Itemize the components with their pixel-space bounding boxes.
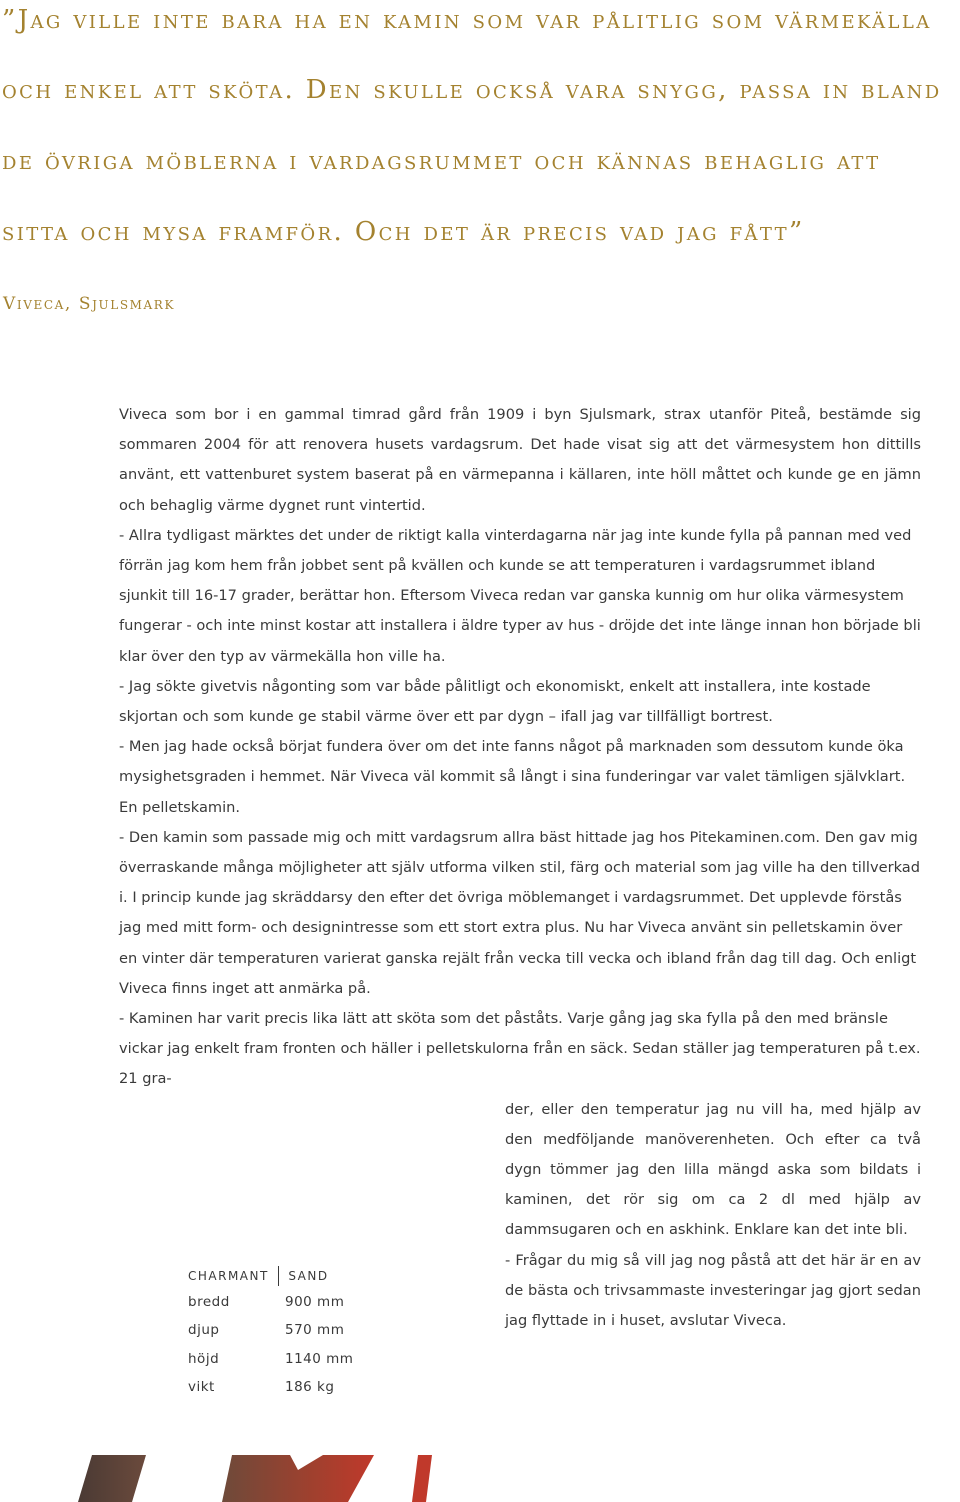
- spec-color: SAND: [288, 1269, 329, 1283]
- paragraph: Viveca som bor i en gammal timrad gård från 1909 i byn Sjulsmark, strax utanför Piteå, bestämde sig sommaren 2004 för att renovera husets vardagsrum. Det hade visat sig att det värmesystem hon dittills använt, ett vattenburet system baserat på en värmepanna i källaren, inte höll måttet och kunde ge en jämn och behaglig värme dygnet runt vintertid.: [119, 406, 921, 514]
- spec-value: 570 mm: [285, 1322, 345, 1339]
- paragraph: - Allra tydligast märktes det under de riktigt kalla vinterdagarna när jag inte kunde fylla på pannan med ved förrän jag kom hem från jobbet sent på kvällen och kunde se att temperaturen i vardagsrummet ibland sjunkit till 16-17 grader, berättar hon. Eftersom Viveca redan var ganska kunnig om hur olika värmesystem fungerar - och inte minst kostar att installera i äldre typer av hus - dröjde det inte länge innan hon började bli klar över den typ av värmekälla hon ville ha.: [119, 526, 921, 665]
- spec-model: CHARMANT: [188, 1269, 269, 1283]
- logo-bar-right: [412, 1455, 432, 1502]
- quote-author: Viveca, Sjulsmark: [3, 294, 176, 314]
- quote-line: de övriga möblerna i vardagsrummet och kännas behaglig att: [2, 146, 881, 176]
- paragraph: - Kaminen har varit precis lika lätt att sköta som det påståts. Varje gång jag ska fylla på den med bränsle vickar jag enkelt fram fronten och häller i pelletskulorna från en säck. Sedan ställer jag temperaturen på t.ex. 21 gra-: [119, 1010, 921, 1088]
- paragraph: - Jag sökte givetvis någonting som var både pålitligt och ekonomiskt, enkelt att installera, inte kostade skjortan och som kunde ge stabil värme över ett par dygn – ifall jag var tillfälligt bortrest.: [119, 677, 871, 726]
- paragraph: - Frågar du mig så vill jag nog påstå att det här är en av de bästa och trivsammaste investeringar jag gjort sedan jag flyttade in i huset, avslutar Viveca.: [505, 1251, 921, 1330]
- logo-bar-left: [78, 1455, 146, 1502]
- quote-line: ”Jag ville inte bara ha en kamin som var pålitlig som värmekälla: [2, 5, 932, 35]
- spec-divider: [278, 1266, 280, 1286]
- spec-label: vikt: [188, 1379, 215, 1396]
- spec-value: 186 kg: [285, 1379, 335, 1396]
- spec-label: höjd: [188, 1350, 220, 1367]
- spec-table: [188, 1264, 353, 1401]
- spec-header: [188, 1264, 353, 1288]
- spec-row: [188, 1373, 353, 1401]
- paragraph: der, eller den temperatur jag nu vill ha, med hjälp av den medföljande manöverenheten. Och efter ca två dygn tömmer jag den lilla mängd aska som bildats i kaminen, det rör sig om ca 2 dl med hjälp av dammsugaren och en askhink. Enklare kan det inte bli.: [505, 1100, 921, 1239]
- spec-value: 900 mm: [285, 1294, 345, 1311]
- paragraph: - Den kamin som passade mig och mitt vardagsrum allra bäst hittade jag hos Pitekaminen.com. Den gav mig överraskande många möjligheter att själv utforma vilken stil, färg och material som jag ville ha den tillverkad i. I princip kunde jag skräddarsy den efter det övriga möblemanget i vardagsrummet. Det upplevde förstås jag med mitt form- och designintresse som ett stort extra plus. Nu har Viveca använt sin pelletskamin över en vinter där temperaturen varierat ganska rejält från vecka till vecka och ibland från dag till dag. Och enligt Viveca finns inget att anmärka på.: [119, 828, 920, 997]
- spec-label: djup: [188, 1322, 220, 1339]
- spec-row: [188, 1316, 353, 1344]
- quote-line: och enkel att sköta. Den skulle också vara snygg, passa in bland: [2, 75, 942, 105]
- quote-line: sitta och mysa framför. Och det är precis vad jag fått”: [2, 217, 805, 247]
- article-body: [119, 400, 921, 1339]
- spec-value: 1140 mm: [285, 1350, 354, 1367]
- logo-v-shape: [222, 1455, 374, 1502]
- paragraph: En pelletskamin.: [119, 798, 241, 816]
- paragraph: - Men jag hade också börjat fundera över om det inte fanns något på marknaden som dessutom kunde öka mysighetsgraden i hemmet. När Viveca väl kommit så långt i sina funderingar var valet tämligen självklart.: [119, 738, 906, 786]
- spec-row: [188, 1345, 353, 1373]
- spec-row: [188, 1288, 353, 1316]
- spec-label: bredd: [188, 1294, 230, 1311]
